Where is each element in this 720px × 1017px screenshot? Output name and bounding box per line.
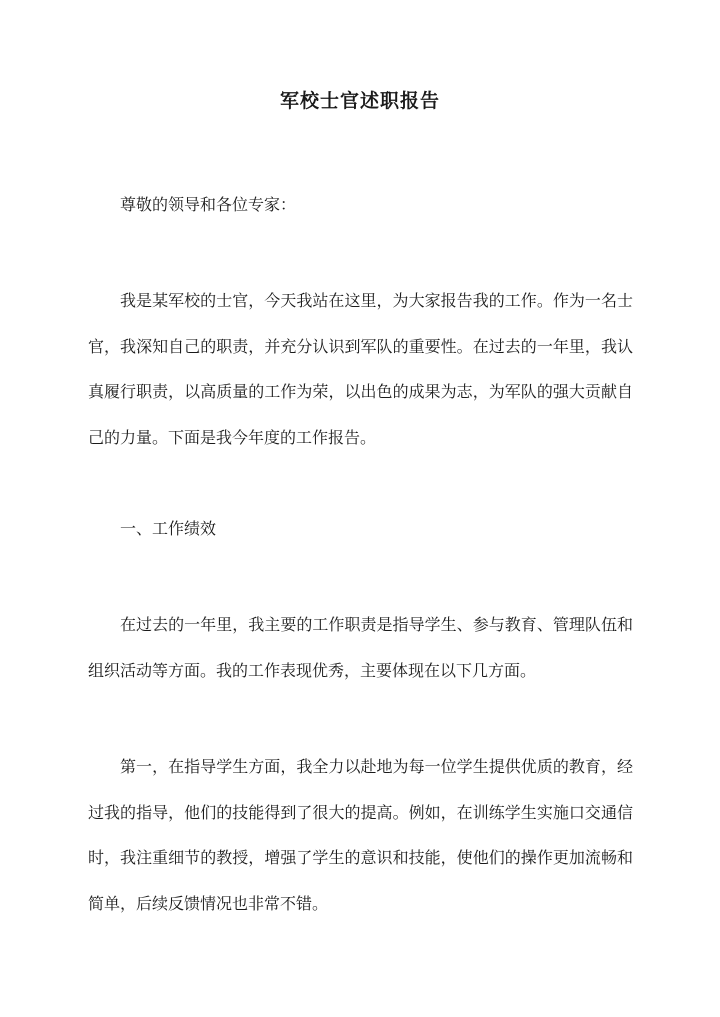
salutation: 尊敬的领导和各位专家：	[120, 195, 297, 214]
document-title: 军校士官述职报告	[279, 90, 440, 112]
paragraph-guiding-students: 第一，在指导学生方面，我全力以赴地为每一位学生提供优质的教育，经过我的指导，他们的技能得到了很大的提高。例如，在训练学生实施口交通信时，我注重细节的教授，增强了学生的意识和技能，使他们的操作更加流畅和简单，后续反馈情况也非常不错。	[88, 757, 633, 913]
paragraph-work-duties: 在过去的一年里，我主要的工作职责是指导学生、参与教育、管理队伍和组织活动等方面。我的工作表现优秀，主要体现在以下几方面。	[88, 615, 633, 680]
section-heading-work-performance: 一、工作绩效	[120, 519, 217, 538]
paragraph-introduction: 我是某军校的士官，今天我站在这里，为大家报告我的工作。作为一名士官，我深知自己的职责，并充分认识到军队的重要性。在过去的一年里，我认真履行职责，以高质量的工作为荣，以出色的成果为志，为军队的强大贡献自己的力量。下面是我今年度的工作报告。	[88, 291, 633, 447]
